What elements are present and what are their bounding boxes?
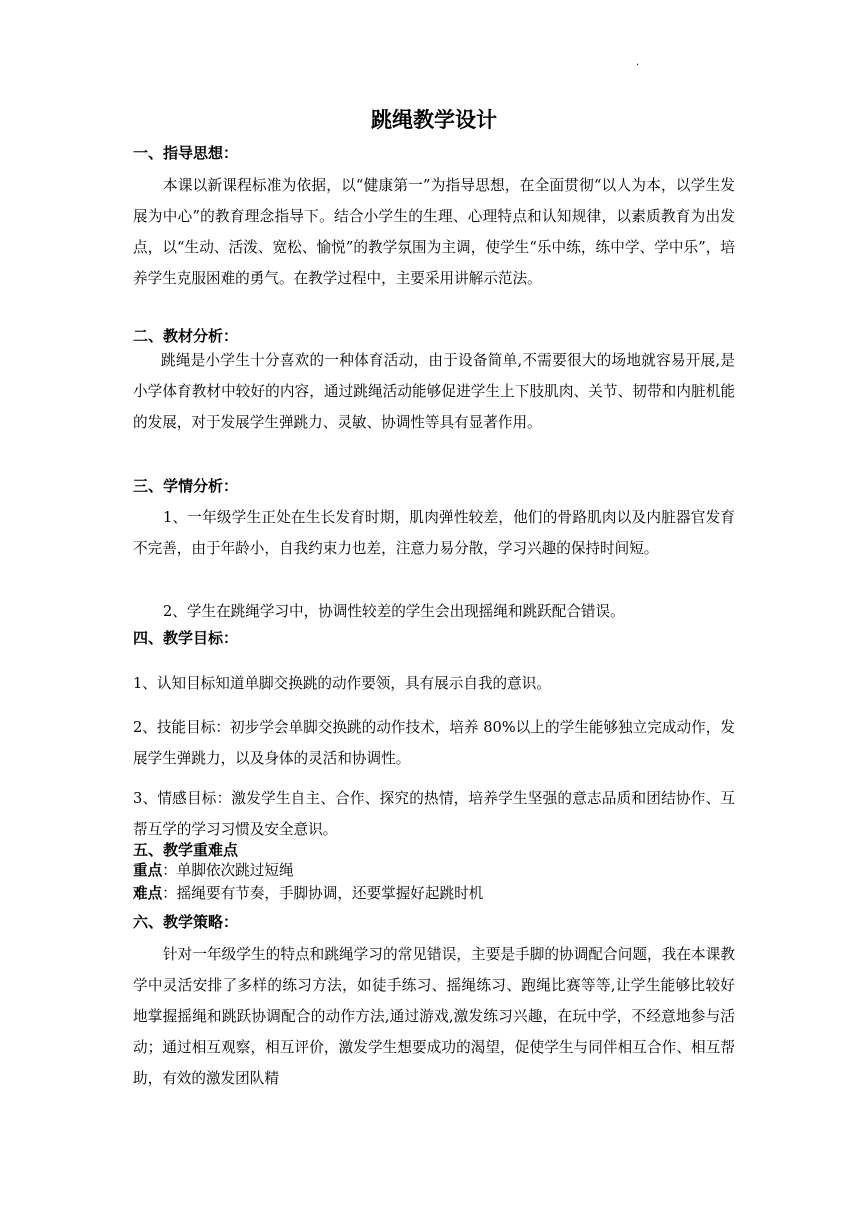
section-heading-teaching-goals: 四、教学目标： [133,629,239,647]
difficulty-text: ：摇绳要有节奏，手脚协调，还要掌握好起跳时机 [162,885,484,902]
section-heading-teaching-strategy: 六、教学策略： [133,913,239,931]
paragraph-learner-analysis-1: 1、一年级学生正处在生长发育时期，肌肉弹性较差，他们的骨路肌肉以及内脏器官发育不完善，由于年龄小，自我约束力也差，注意力易分散，学习兴趣的保持时间短。 [133,509,735,557]
key-point-label: 重点 [133,862,163,879]
paragraph-teaching-strategy: 针对一年级学生的特点和跳绳学习的常见错误，主要是手脚的协调配合问题，我在本课教学中灵活安排了多样的练习方法，如徒手练习、摇绳练习、跑绳比赛等等,让学生能够比较好地掌握摇绳和跳跃协调配合的动作方法,通过游戏,激发练习兴趣，在玩中学，不经意地参与活动；通过相互观察，相互评价，激发学生想要成功的渴望，促使学生与同伴相互合作、相互帮助，有效的激发团队精 [133,946,735,1087]
key-point-text: ：单脚依次跳过短绳 [162,862,294,879]
section-heading-learner-analysis: 三、学情分析： [133,477,239,495]
paragraph-learner-analysis-2: 2、学生在跳绳学习中，协调性较差的学生会出现摇绳和跳跃配合错误。 [163,603,625,620]
section-heading-key-points: 五、教学重难点 [133,841,239,859]
goal-skill: 2、技能目标：初步学会单脚交换跳的动作技术，培养 80%以上的学生能够独立完成动作，发展学生弹跳力，以及身体的灵活和协调性。 [133,719,735,767]
section-heading-material-analysis: 二、教材分析： [133,327,239,345]
difficulty-line [133,883,483,905]
goal-emotional: 3、情感目标：激发学生自主、合作、探究的热情，培养学生坚强的意志品质和团结协作、互帮互学的学习习惯及安全意识。 [133,790,735,838]
goal-cognitive: 1、认知目标知道单脚交换跳的动作要领，具有展示自我的意识。 [133,675,551,692]
paragraph-guiding-thought: 本课以新课程标准为依据，以“健康第一”为指导思想，在全面贯彻“以人为本，以学生发展为中心”的教育理念指导下。结合小学生的生理、心理特点和认知规律，以素质教育为出发点，以“生动、活泼、宽松、愉悦”的教学氛围为主调，使学生“乐中练，练中学、学中乐”，培养学生克服困难的勇气。在教学过程中，主要采用讲解示范法。 [133,177,735,287]
section-heading-guiding-thought: 一、指导思想： [133,144,239,162]
key-point-line [133,860,294,882]
paragraph-material-analysis: 跳绳是小学生十分喜欢的一种体育活动，由于设备简单,不需要很大的场地就容易开展,是小学体育教材中较好的内容，通过跳绳活动能够促进学生上下肢肌肉、关节、韧带和内脏机能的发展，对于发展学生弹跳力、灵敏、协调性等具有显著作用。 [133,352,735,431]
difficulty-label: 难点 [133,885,163,902]
corner-mark: . [636,57,640,68]
document-title: 跳绳教学设计 [371,108,497,132]
